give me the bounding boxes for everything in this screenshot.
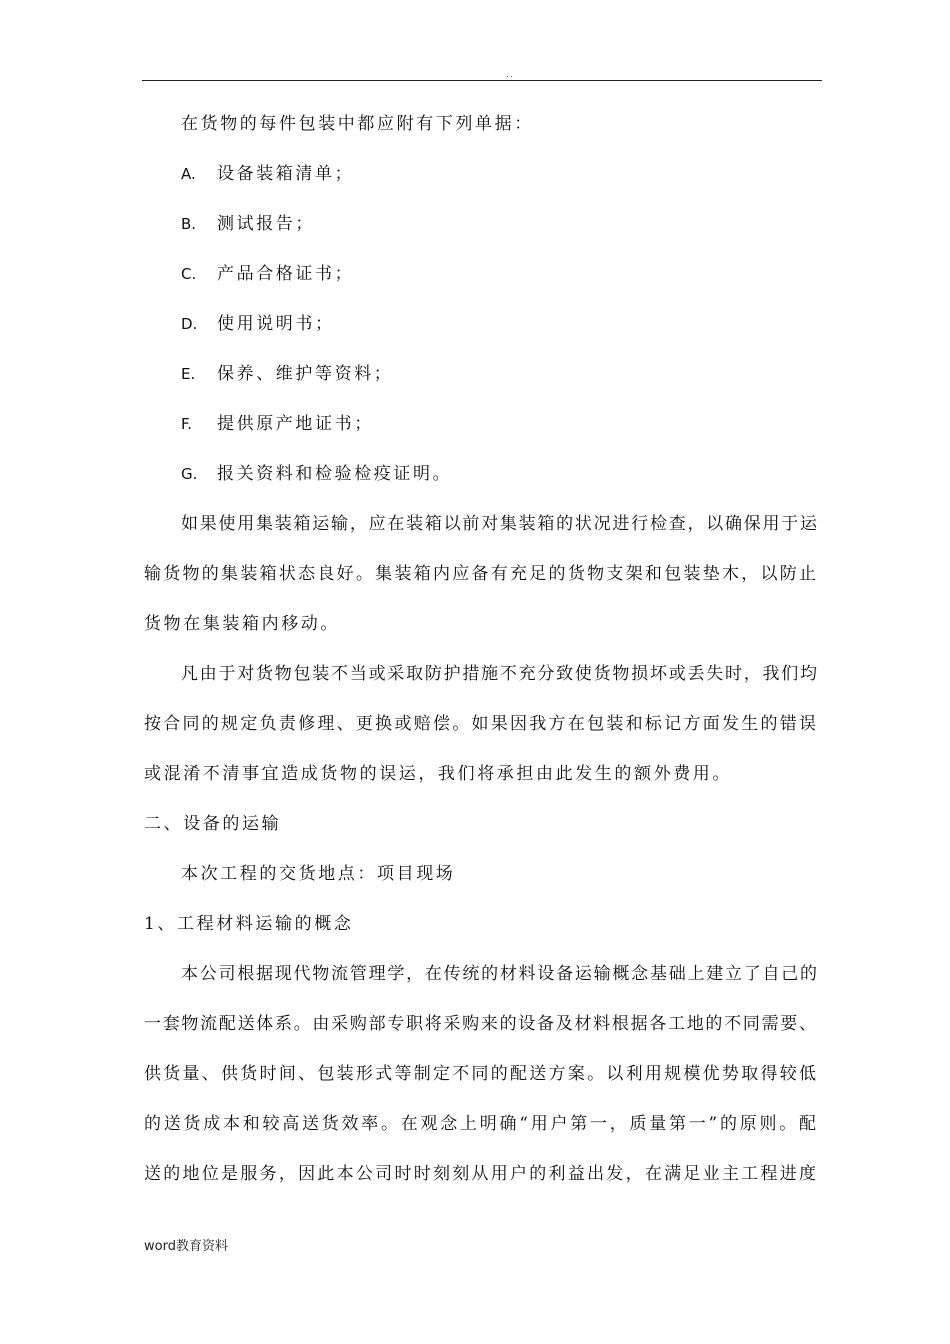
list-letter: E.: [181, 365, 196, 383]
list-text: 测试报告；: [217, 214, 315, 234]
para2-line-1: 凡由于对货物包装不当或采取防护措施不充分致使货物损坏或丢失时，我们均: [181, 664, 817, 684]
list-letter: B.: [181, 215, 197, 233]
list-letter: A.: [181, 165, 196, 183]
para2-line-3: 或混淆不清事宜造成货物的误运，我们将承担由此发生的额外费用。: [144, 764, 732, 784]
list-text: 报关资料和检验检疫证明。: [217, 464, 453, 484]
list-letter: C.: [181, 265, 197, 283]
list-item-c: [181, 264, 354, 284]
list-item-e: [181, 364, 393, 384]
para3-line-4: 的送货成本和较高送货效率。在观念上明确“用户第一，质量第一”的原则。配: [144, 1114, 816, 1134]
list-item-b: [181, 214, 315, 234]
para3-line-5: 送的地位是服务，因此本公司时时刻刻从用户的利益出发，在满足业主工程进度: [144, 1164, 816, 1184]
list-letter: G.: [181, 465, 198, 483]
list-item-d: [181, 314, 335, 334]
list-item-f: [181, 414, 374, 434]
para3-line-1: 本公司根据现代物流管理学，在传统的材料设备运输概念基础上建立了自己的: [181, 964, 817, 984]
list-text: 产品合格证书；: [217, 264, 355, 284]
list-text: 保养、维护等资料；: [217, 364, 394, 384]
para1-line-1: 如果使用集装箱运输，应在装箱以前对集装箱的状况进行检查，以确保用于运: [181, 514, 817, 534]
header-mark: ..: [506, 70, 514, 80]
section-2-heading: 二、设备的运输: [144, 814, 282, 834]
list-text: 设备装箱清单；: [217, 164, 355, 184]
list-text: 使用说明书；: [217, 314, 335, 334]
para2-line-2: 按合同的规定负责修理、更换或赔偿。如果因我方在包装和标记方面发生的错误: [144, 714, 816, 734]
footer-text: word教育资料: [144, 1239, 228, 1254]
para1-line-3: 货物在集装箱内移动。: [144, 614, 340, 634]
list-item-g: [181, 464, 452, 484]
intro-line: 在货物的每件包装中都应附有下列单据：: [181, 114, 534, 134]
list-letter: F.: [181, 415, 192, 433]
subsection-1-heading: 1、工程材料运输的概念: [144, 914, 354, 934]
header-rule: [142, 80, 822, 81]
para3-line-3: 供货量、供货时间、包装形式等制定不同的配送方案。以利用规模优势取得较低: [144, 1064, 816, 1084]
list-letter: D.: [181, 315, 198, 333]
delivery-line: 本次工程的交货地点：项目现场: [181, 864, 456, 884]
para3-line-2: 一套物流配送体系。由采购部专职将采购来的设备及材料根据各工地的不同需要、: [144, 1014, 816, 1034]
list-item-a: [181, 164, 354, 184]
para1-line-2: 输货物的集装箱状态良好。集装箱内应备有充足的货物支架和包装垫木，以防止: [144, 564, 816, 584]
list-text: 提供原产地证书；: [217, 414, 374, 434]
